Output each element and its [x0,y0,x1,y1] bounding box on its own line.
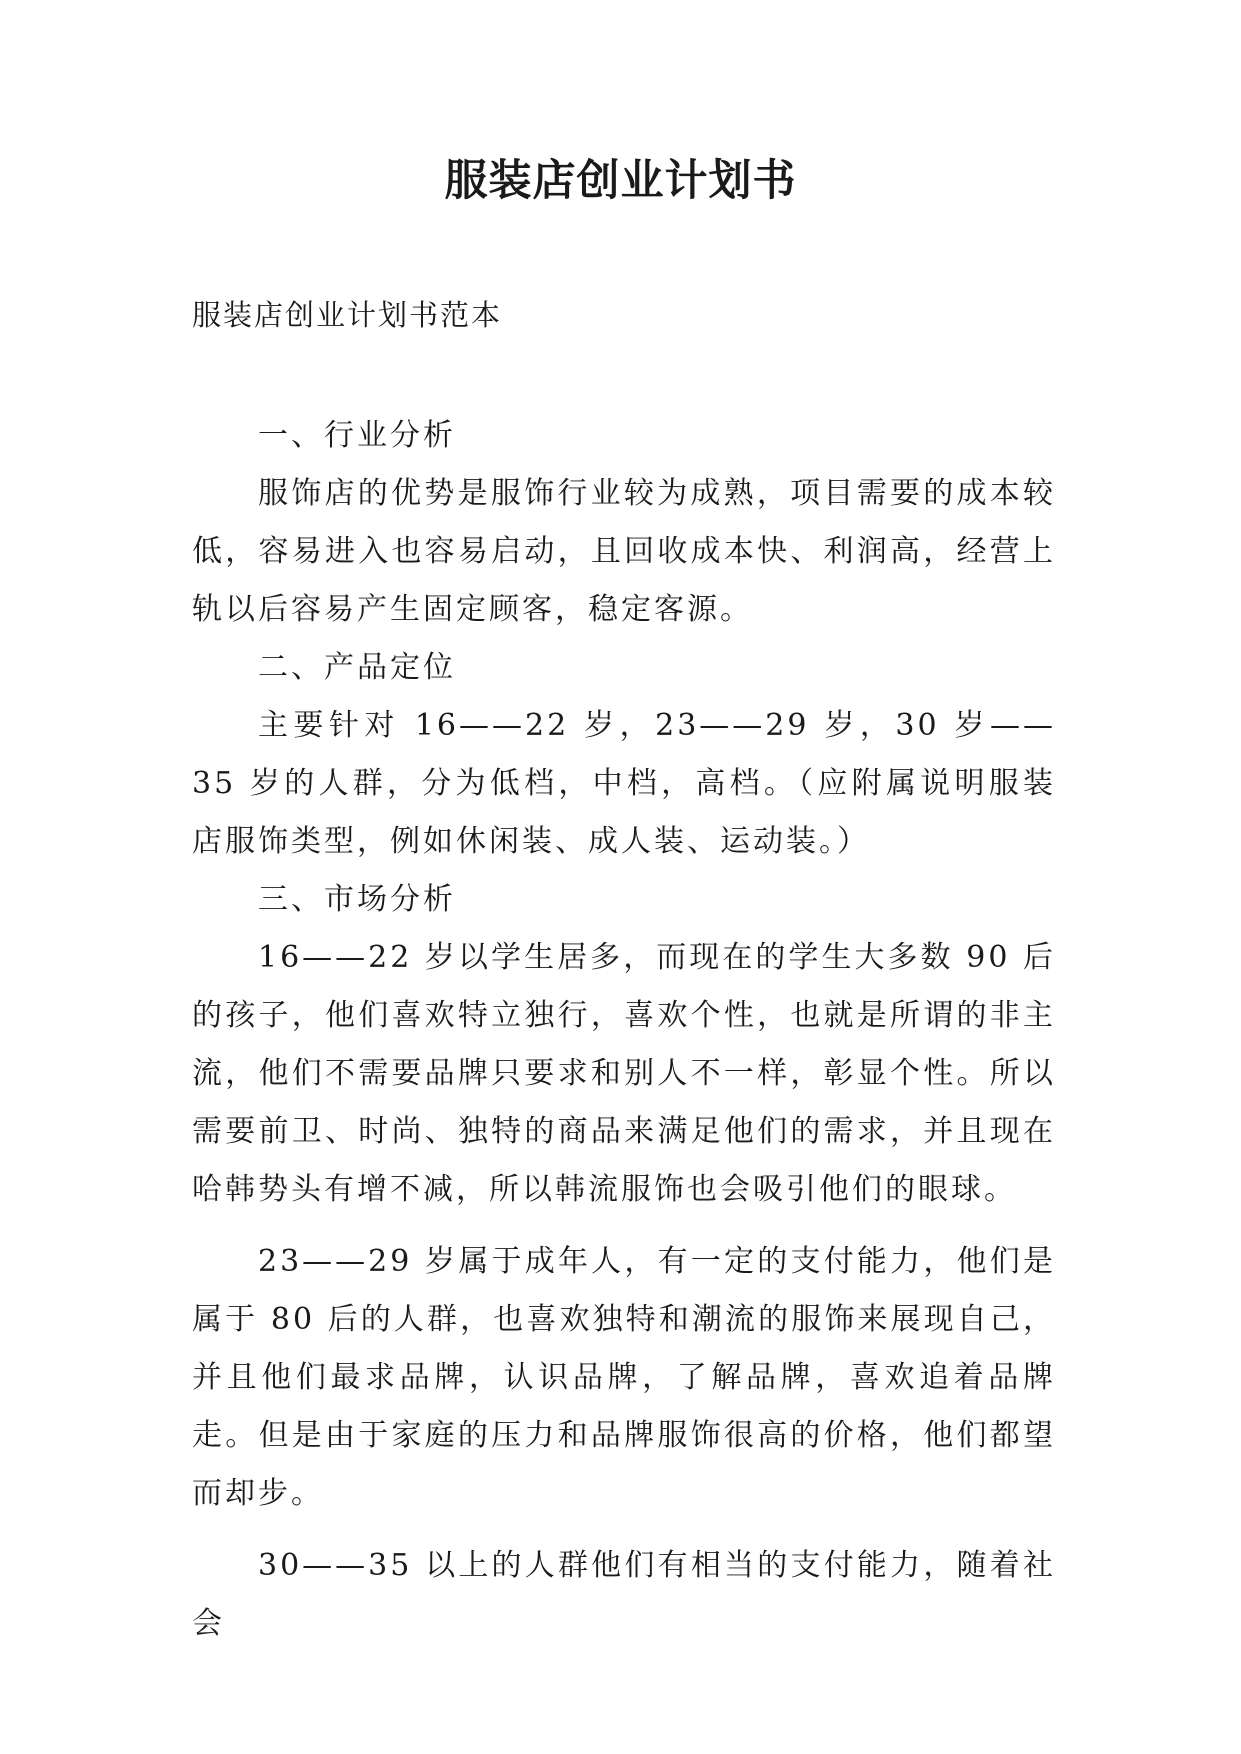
section-heading-industry: 一、行业分析 [258,418,456,453]
paragraph-market-23-29: 23——29 岁属于成年人，有一定的支付能力，他们是属于 80 后的人群，也喜欢独特和潮流的服饰来展现自己，并且他们最求品牌，认识品牌，了解品牌，喜欢追着品牌走。但是由于家庭的压力和品牌服饰很高的价格，他们都望而却步。 [192,1244,1056,1511]
paragraph-market-16-22: 16——22 岁以学生居多，而现在的学生大多数 90 后的孩子，他们喜欢特立独行，喜欢个性，也就是所谓的非主流，他们不需要品牌只要求和别人不一样，彰显个性。所以需要前卫、时尚、独特的商品来满足他们的需求，并且现在哈韩势头有增不减，所以韩流服饰也会吸引他们的眼球。 [192,940,1056,1207]
document-subtitle: 服装店创业计划书范本 [192,298,503,332]
paragraph-market-30-35: 30——35 以上的人群他们有相当的支付能力，随着社会 [192,1548,1056,1641]
paragraph-product-positioning: 主要针对 16——22 岁，23——29 岁，30 岁——35 岁的人群，分为低档，中档，高档。（应附属说明服装店服饰类型，例如休闲装、成人装、运动装。） [192,708,1056,859]
document-body [192,407,1056,1653]
section-heading-positioning: 二、产品定位 [258,650,456,685]
section-heading-market: 三、市场分析 [258,882,456,917]
paragraph-industry-analysis: 服饰店的优势是服饰行业较为成熟，项目需要的成本较低，容易进入也容易启动，且回收成本快、利润高，经营上轨以后容易产生固定顾客，稳定客源。 [192,476,1056,627]
document-title: 服装店创业计划书 [444,156,797,206]
